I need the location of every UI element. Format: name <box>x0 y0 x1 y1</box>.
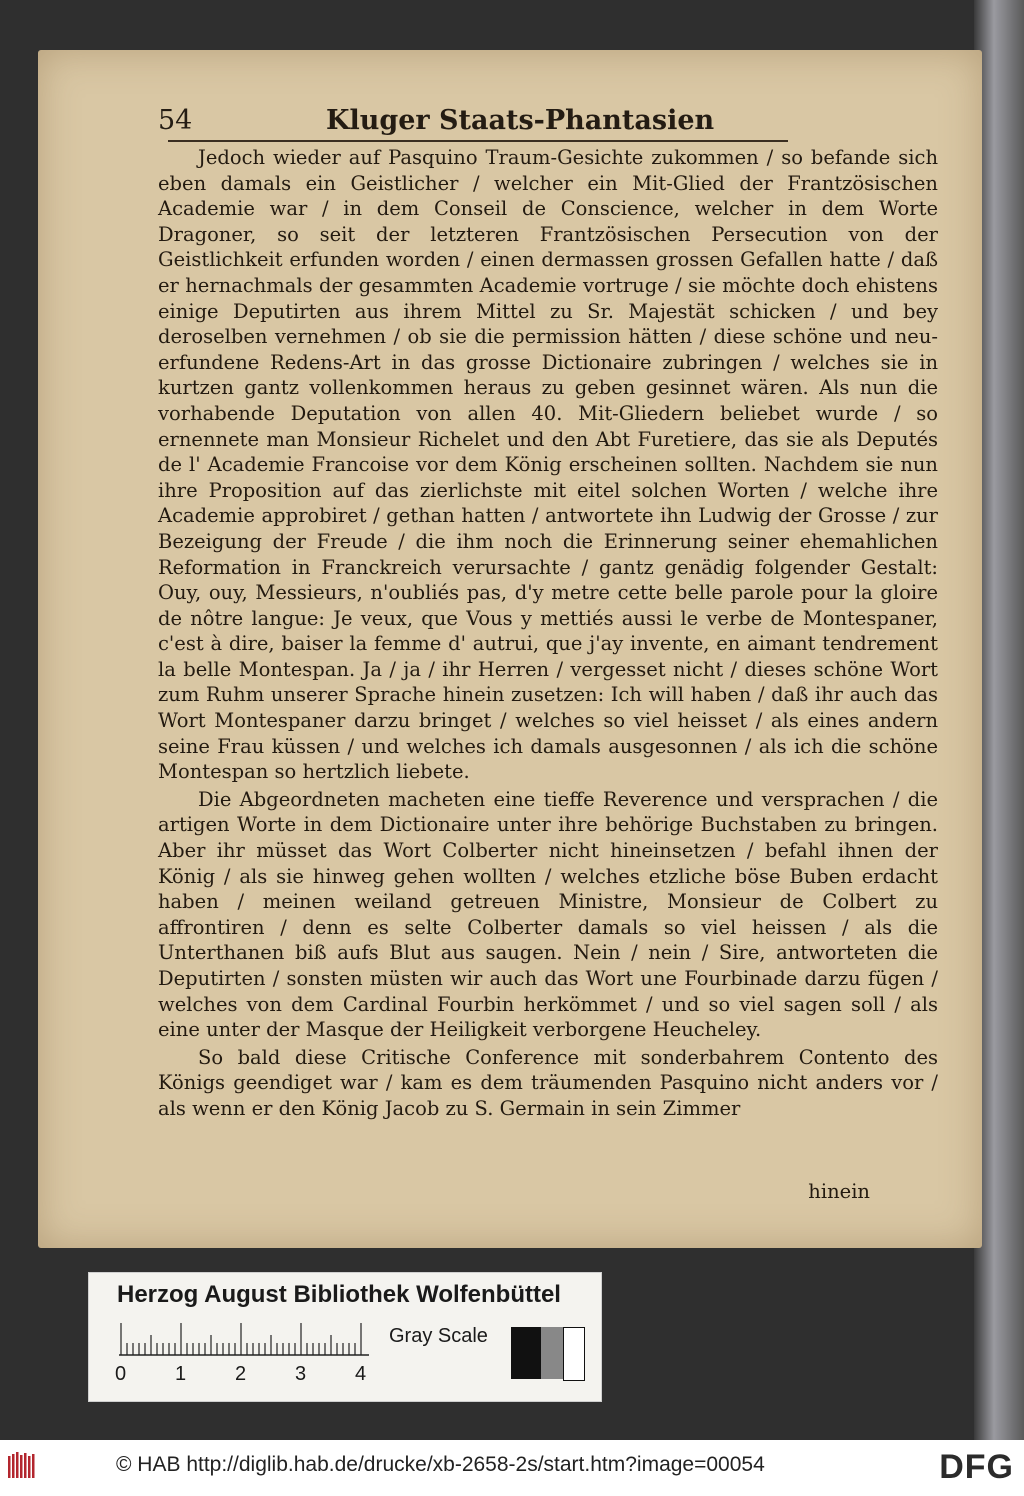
paragraph-3: So bald diese Critische Conference mit sonderbahrem Contento des Königs geendiget war / kam es dem träumenden Pasquino nicht anders vor / als wenn er den König Jacob zu S. Germain in sein Zimmer <box>158 1045 938 1120</box>
ruler-numbers <box>115 1363 375 1387</box>
gray-patch-mid <box>541 1327 563 1379</box>
library-name: Herzog August Bibliothek Wolfenbüttel <box>117 1281 561 1308</box>
gray-patch-white <box>563 1327 585 1381</box>
running-head <box>158 105 738 145</box>
color-scale-card <box>88 1272 602 1402</box>
catchword: hinein <box>808 1180 870 1203</box>
gray-patch-black <box>511 1327 541 1379</box>
paragraph-2: Die Abgeordneten macheten eine tieffe Reverence und versprachen / die artigen Worte in dem Dictionaire unter ihre behörige Buchstaben zu bringen. Aber ihr müsset das Wort Colberter nicht hineinsetzen / befahl ihnen der König / als sie hinweg gehen wollten / welches etzliche böse Buben erdacht haben / meinen weiland getreuen Ministre, Monsieur de Colbert zu affrontiren / denn es selte Colberter damals so viel heissen / als die Unterthanen biß aufs Blut aus saugen. Nein / nein / Sire, antworteten die Deputirten / sonsten müsten wir auch das Wort une Fourbinade darzu fügen / welches von dem Cardinal Fourbin herkömmet / und so viel sagen soll / als eine unter der Masque der Heiligkeit verborgene Heucheley. <box>158 787 938 1042</box>
book-page <box>38 50 982 1248</box>
ruler-number: 1 <box>175 1363 187 1385</box>
footer <box>0 1440 1024 1496</box>
dfg-logo: DFG <box>939 1448 1014 1486</box>
ruler <box>119 1323 369 1357</box>
ruler-number: 2 <box>235 1363 247 1385</box>
copyright-url[interactable]: © HAB http://diglib.hab.de/drucke/xb-2658-2s/start.htm?image=00054 <box>116 1453 765 1476</box>
paragraph-1: Jedoch wieder auf Pasquino Traum-Gesichte zukommen / so befande sich eben damals ein Geistlicher / welcher ein Mit-Glied der Frantzösischen Academie war / in dem Conseil de Conscience, welcher in dem Worte Dragoner, so seit der letzteren Frantzösischen Persecution von der Geistlichkeit erfunden worden / einen dermassen grossen Gefallen hatte / daß er hernachmals der gesammten Academie vortruge / sie möchte doch ehistens einige Deputirten aus ihrem Mittel zu Sr. Majestät schicken / und bey deroselben vernehmen / ob sie die permission hätten / diese schöne und neu-erfundene Redens-Art in das grosse Dictionaire zubringen / welches sie in kurtzen gantz vollenkommen heraus zu geben gesinnet wären. Als nun die vorhabende Deputation von allen 40. Mit-Gliedern beliebet wurde / so ernennete man Monsieur Richelet und den Abt Furetiere, das sie als Deputés de l' Academie Francoise vor dem König erscheinen sollten. Nachdem sie nun ihre Proposition auf das zierlichste mit eitel solchen Worten / welche ihre Academie approbiret / gethan hatten / antwortete ihn Ludwig der Grosse / zur Bezeigung der Freude / die ihm noch die Erinnerung seiner ehemahlichen Reformation in Franckreich verursachte / gantz genädig folgender Gestalt: Ouy, ouy, Messieurs, n'oubliés pas, d'y metre cette belle parole pour la gloire de nôtre langue: Je veux, que Vous y mettiés aussi le verbe de Montespaner, c'est à dire, baiser la femme d' autrui, que j'ay invente, en aimant tendrement la belle Montespan. Ja / ja / ihr Herren / vergesset nicht / dieses schöne Wort zum Ruhm unserer Sprache hinein zusetzen: Ich will haben / daß ihr auch das Wort Montespaner darzu bringet / welches so viel heisset / als eines andern seine Frau küssen / und welches ich damals ausgesonnen / als ich die schöne Montespan so hertzlich liebete. <box>158 146 938 784</box>
gray-scale-label: Gray Scale <box>389 1325 488 1347</box>
head-rule <box>168 140 788 142</box>
page-number: 54 <box>158 105 193 136</box>
ruler-number: 4 <box>355 1363 367 1385</box>
running-head-title: Kluger Staats-Phantasien <box>326 105 715 136</box>
body-text <box>158 145 938 1122</box>
ruler-number: 3 <box>295 1363 307 1385</box>
ruler-number: 0 <box>115 1363 127 1385</box>
hab-logo-icon <box>8 1452 38 1480</box>
